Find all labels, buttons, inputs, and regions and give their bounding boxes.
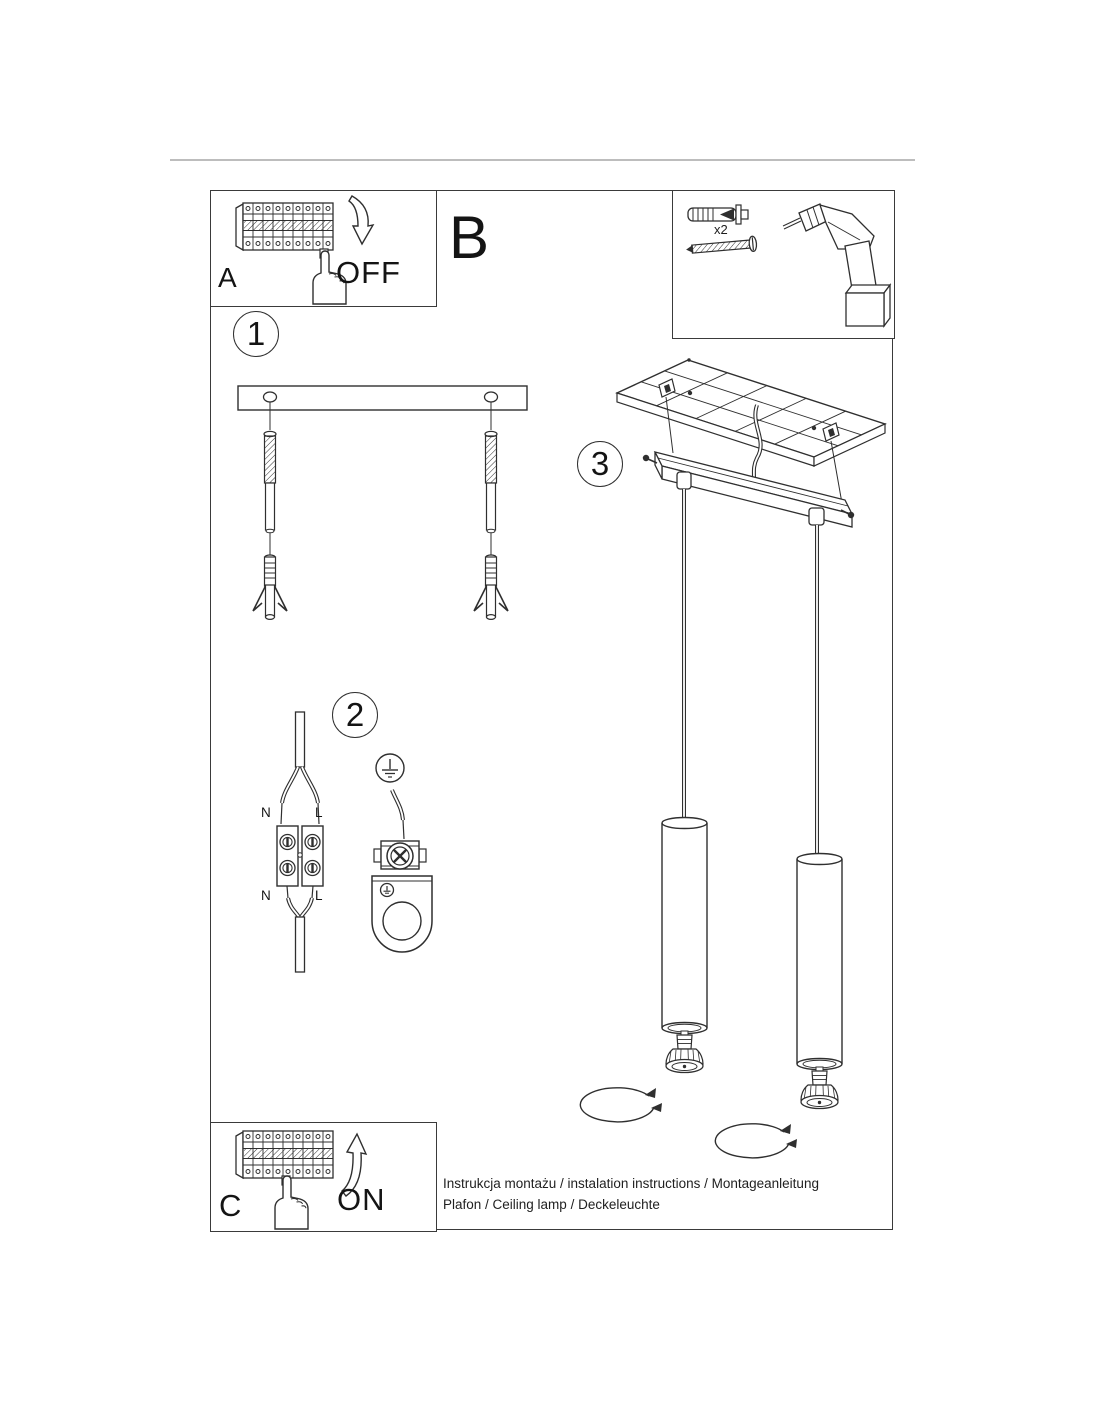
step1-screw-anchor-right: [474, 402, 508, 619]
earth-wire: [392, 790, 404, 839]
panel-b-label: B: [449, 204, 490, 271]
earth-clamp: [372, 841, 432, 952]
wire-label-live-top: L: [315, 805, 323, 820]
mounting-screw-icon: [685, 236, 757, 257]
step3-mounting-rail: [643, 452, 854, 527]
rotate-arrow-left-icon: [580, 1088, 662, 1122]
anchor-quantity-label: x2: [714, 222, 728, 237]
breaker-panel-a-illustration: [236, 203, 333, 258]
step2-terminal-block: [277, 826, 323, 886]
panel-c-label: C: [219, 1188, 242, 1223]
step-1-badge: 1: [233, 311, 279, 357]
wire-label-neutral-bottom: N: [261, 888, 271, 903]
panel-a-label: A: [218, 262, 237, 293]
wire-label-live-bottom: L: [315, 888, 323, 903]
step-3-badge: 3: [577, 441, 623, 487]
step1-mounting-bar: [238, 386, 527, 410]
footer-product-line: Plafon / Ceiling lamp / Deckeleuchte: [443, 1197, 660, 1212]
off-arrow-icon: [349, 196, 373, 244]
step2-supply-cable-top: [281, 712, 319, 824]
step1-screw-anchor-left: [253, 402, 287, 619]
step2-supply-cable-bottom: [287, 886, 313, 972]
earth-symbol-icon: [376, 754, 404, 782]
footer-instructions-line: Instrukcja montażu / instalation instructions / Montageanleitung: [443, 1176, 819, 1191]
step3-pendant-lamp-right: [797, 854, 842, 1109]
wire-label-neutral-top: N: [261, 805, 271, 820]
power-off-label: OFF: [336, 255, 401, 290]
step3-pendant-lamp-left: [662, 818, 707, 1073]
hand-pressing-breaker-c: [275, 1176, 308, 1229]
rotate-arrow-right-icon: [715, 1124, 797, 1158]
step-2-badge: 2: [332, 692, 378, 738]
power-on-label: ON: [337, 1182, 386, 1217]
drill-icon: [783, 204, 890, 326]
